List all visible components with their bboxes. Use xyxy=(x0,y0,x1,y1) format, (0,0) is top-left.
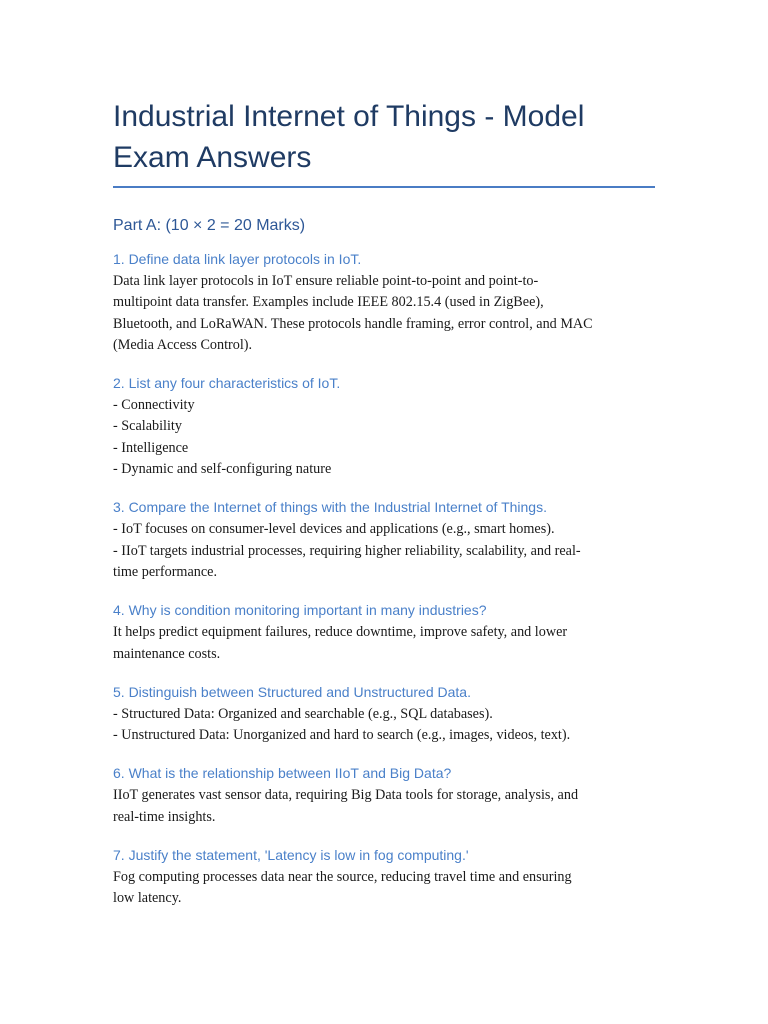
answer-line: - Scalability xyxy=(113,418,182,435)
part-a-heading: Part A: (10 × 2 = 20 Marks) xyxy=(113,217,306,234)
question-section xyxy=(113,498,655,583)
answer-line: multipoint data transfer. Examples include IEEE 802.15.4 (used in ZigBee), xyxy=(113,294,544,311)
question-heading: 7. Justify the statement, 'Latency is low in fog computing.' xyxy=(113,847,469,864)
answer-line: low latency. xyxy=(113,890,182,907)
answer-text xyxy=(113,704,655,747)
question-section xyxy=(113,683,655,747)
answer-text xyxy=(113,622,655,665)
answer-line: maintenance costs. xyxy=(113,645,221,662)
answer-line: time performance. xyxy=(113,563,217,580)
answer-text xyxy=(113,271,655,356)
answer-line: - Unstructured Data: Unorganized and hard to search (e.g., images, videos, text). xyxy=(113,727,571,744)
question-heading: 4. Why is condition monitoring important in many industries? xyxy=(113,602,487,619)
document-title xyxy=(113,96,655,178)
answer-text xyxy=(113,785,655,828)
question-section xyxy=(113,846,655,910)
answer-text xyxy=(113,867,655,910)
answer-line: real-time insights. xyxy=(113,808,216,825)
title-underline-rule xyxy=(113,186,655,188)
answer-line: It helps predict equipment failures, reduce downtime, improve safety, and lower xyxy=(113,624,568,641)
question-section xyxy=(113,250,655,356)
question-list xyxy=(113,250,655,910)
question-section xyxy=(113,764,655,828)
answer-line: - Intelligence xyxy=(113,439,189,456)
answer-line: - IIoT targets industrial processes, requiring higher reliability, scalability, and real- xyxy=(113,542,581,559)
question-section xyxy=(113,374,655,480)
document-page xyxy=(113,96,655,910)
answer-line: - Dynamic and self-configuring nature xyxy=(113,461,332,478)
question-heading: 2. List any four characteristics of IoT. xyxy=(113,375,341,392)
answer-line: Fog computing processes data near the source, reducing travel time and ensuring xyxy=(113,869,572,886)
document-title-line-1: Industrial Internet of Things - Model xyxy=(113,100,585,133)
answer-line: - IoT focuses on consumer-level devices and applications (e.g., smart homes). xyxy=(113,521,555,538)
question-heading: 6. What is the relationship between IIoT and Big Data? xyxy=(113,765,452,782)
answer-text xyxy=(113,395,655,480)
answer-text xyxy=(113,519,655,583)
answer-line: - Connectivity xyxy=(113,397,195,414)
answer-line: IIoT generates vast sensor data, requiring Big Data tools for storage, analysis, and xyxy=(113,787,579,804)
answer-line: Data link layer protocols in IoT ensure reliable point-to-point and point-to- xyxy=(113,273,539,289)
question-heading: 1. Define data link layer protocols in IoT. xyxy=(113,251,362,267)
question-heading: 5. Distinguish between Structured and Unstructured Data. xyxy=(113,683,471,700)
question-section xyxy=(113,601,655,665)
answer-line: Bluetooth, and LoRaWAN. These protocols handle framing, error control, and MAC xyxy=(113,315,593,332)
answer-line: (Media Access Control). xyxy=(113,336,253,353)
question-heading: 3. Compare the Internet of things with the Industrial Internet of Things. xyxy=(113,499,547,516)
answer-line: - Structured Data: Organized and searchable (e.g., SQL databases). xyxy=(113,705,493,722)
document-title-line-2: Exam Answers xyxy=(113,141,312,174)
